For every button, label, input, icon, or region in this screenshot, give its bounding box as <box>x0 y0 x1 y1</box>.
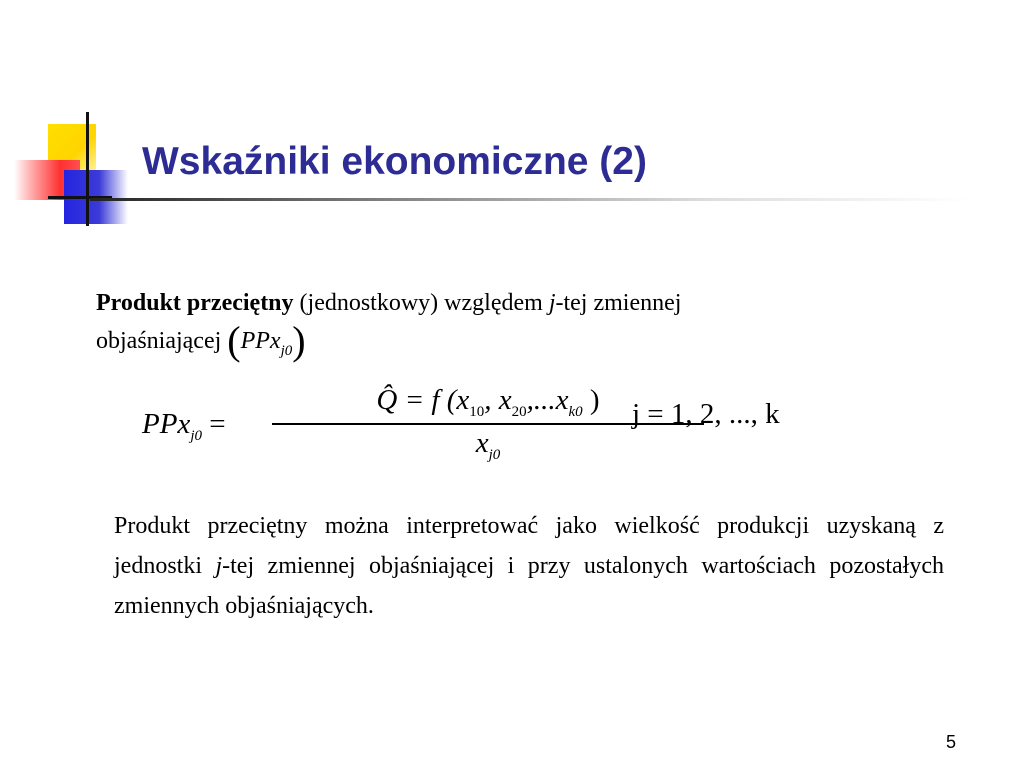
ppx-subscript: j0 <box>280 343 293 359</box>
numerator-mid2: ,...x <box>526 384 569 416</box>
decor-vertical-line <box>86 112 89 226</box>
ppx-symbol: PPx <box>240 328 281 354</box>
sub-10: 10 <box>469 404 485 420</box>
definition-text-2: -tej zmiennej <box>555 290 682 316</box>
formula-lhs-symbol: PPx <box>142 408 191 440</box>
equals-sign: = <box>209 408 226 440</box>
numerator-f: = f (x <box>397 384 470 416</box>
definition-text-3: objaśniającej <box>96 328 228 354</box>
title-underline <box>90 198 970 201</box>
paren-close: ) <box>292 318 306 363</box>
interpretation-text-1: Produkt przeciętny można interpretować jako wielkość produkcji uzyskaną z jednostki <box>114 513 944 579</box>
denominator-x: x <box>475 427 489 459</box>
slide-number: 5 <box>946 732 957 752</box>
sub-20: 20 <box>511 404 527 420</box>
denominator-subscript: j0 <box>488 447 501 463</box>
definition-text: (jednostkowy) względem <box>293 290 549 316</box>
slide-title: Wskaźniki ekonomiczne (2) <box>142 140 647 183</box>
definition-j: j <box>548 290 556 316</box>
index-range: j = 1, 2, ..., k <box>632 398 780 430</box>
numerator-close: ) <box>582 384 600 416</box>
formula-lhs <box>142 408 226 445</box>
paren-open: ( <box>227 318 241 363</box>
formula-lhs-subscript: j0 <box>190 428 202 444</box>
interpretation-j: j <box>215 553 223 579</box>
interpretation-text-2: -tej zmiennej objaśniającej i przy ustalonych wartościach pozostałych zmiennych objaśniających. <box>114 553 945 619</box>
interpretation-paragraph <box>114 506 944 626</box>
q-hat: Q̂ <box>376 384 398 416</box>
formula-denominator <box>272 427 704 464</box>
numerator-mid1: , x <box>484 384 512 416</box>
definition-paragraph <box>96 284 956 370</box>
sub-k0: k0 <box>568 404 583 420</box>
definition-term: Produkt przeciętny <box>96 290 294 316</box>
formula-block <box>142 384 842 479</box>
